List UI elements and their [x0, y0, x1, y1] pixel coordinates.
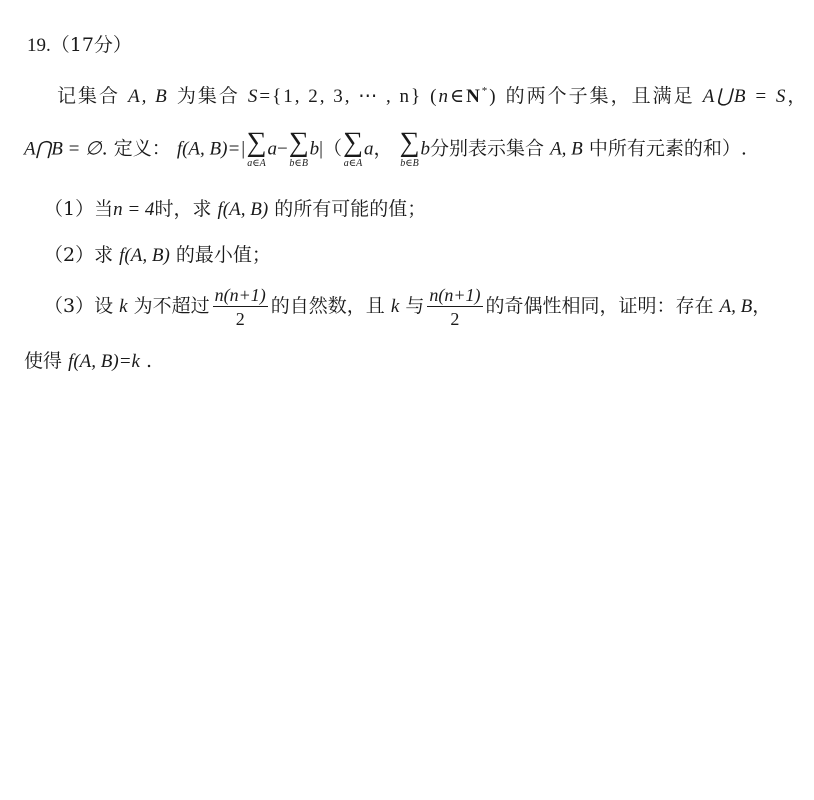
q1-text-1: 当	[94, 198, 114, 220]
q1-text-2: 时，求	[154, 198, 212, 220]
n-cond-star: *	[481, 85, 490, 97]
var-a: a	[267, 138, 277, 160]
n-cond-in: ∈	[449, 86, 467, 107]
question-3-continued	[24, 352, 152, 371]
var-b-2: b	[420, 138, 430, 160]
q1-label: （1）	[44, 198, 95, 220]
q3-k-2: k	[390, 296, 400, 317]
q2-text-2: 的最小值；	[175, 244, 271, 266]
sigma-b: ∑	[288, 127, 309, 158]
n-cond-open: (	[430, 86, 439, 107]
definition-comma: ，	[373, 137, 393, 160]
q2-f-expr: f(A, B)	[119, 245, 170, 266]
frac-1-numerator: n(n+1)	[214, 285, 266, 305]
q3-comma: ，	[752, 295, 772, 317]
definition-text-3: 中所有元素的和）.	[588, 137, 747, 160]
problem-points: （17分）	[50, 34, 132, 56]
intro-text-2: 为集合	[176, 85, 240, 107]
problem-header	[27, 36, 132, 55]
frac-1-denominator: 2	[235, 309, 245, 329]
sum-a-sub: a∈A	[247, 158, 266, 169]
q1-text-3: 的所有可能的值；	[274, 198, 427, 220]
set-s-name: S	[247, 86, 260, 107]
sum-over-a-2	[343, 127, 363, 169]
intro-comma: ，	[787, 85, 809, 107]
n-cond-N: N	[466, 86, 482, 107]
sum-b-sub-2: b∈B	[400, 158, 419, 169]
definition-sets-ab: A, B	[550, 138, 583, 160]
q3-fraction-1	[213, 286, 268, 328]
sum-over-a	[246, 127, 267, 169]
problem-number: 19.	[27, 35, 51, 56]
abs-close: |	[319, 138, 323, 160]
definition-line	[24, 127, 747, 169]
q3-text-3: 的自然数，且	[270, 295, 385, 317]
q3-period: .	[146, 350, 153, 372]
q2-label: （2）	[44, 244, 95, 266]
q3-text-4: 与	[405, 295, 425, 317]
q3-text-2: 为不超过	[133, 295, 210, 317]
q2-text-1: 求	[94, 244, 114, 266]
sigma-b-2: ∑	[399, 127, 420, 158]
frac-2-denominator: 2	[450, 309, 460, 329]
q3-k: k	[119, 296, 128, 317]
q1-condition: n = 4	[113, 199, 155, 220]
sum-b-sub: b∈B	[289, 158, 308, 169]
definition-text-2: 分别表示集合	[430, 137, 545, 160]
union-condition: A⋃B = S	[702, 86, 788, 107]
n-cond-var: n	[438, 86, 450, 107]
sum-over-b-2	[399, 127, 420, 169]
question-3	[44, 286, 771, 328]
set-s-definition: ={1, 2, 3, ⋯ , n}	[259, 86, 423, 107]
definition-f-expr: f(A, B)=|	[176, 138, 246, 160]
sigma-a-2: ∑	[343, 127, 363, 158]
q3-label: （3）	[44, 295, 95, 317]
n-condition	[430, 86, 497, 107]
n-cond-close: )	[489, 86, 498, 107]
q3-text-5: 的奇偶性相同，证明：存在	[485, 295, 714, 317]
question-1	[44, 200, 426, 219]
intro-text-3: 的两个子集，且满足	[505, 85, 695, 107]
paren-open: （	[322, 137, 342, 160]
intro-sets-ab: A, B	[128, 86, 169, 107]
q3-fraction-2	[427, 286, 482, 328]
q3-text-6: 使得	[24, 350, 63, 372]
definition-text-1: . 定义：	[101, 137, 171, 160]
sum-a-sub-2: a∈A	[343, 158, 363, 169]
q3-f-expr: f(A, B)=k	[68, 351, 140, 372]
sum-over-b	[288, 127, 309, 169]
var-a-2: a	[363, 138, 374, 160]
frac-2-numerator: n(n+1)	[429, 285, 481, 305]
intersection-condition: A⋂B = ∅	[24, 138, 102, 160]
q3-text-1: 设	[94, 295, 114, 317]
sigma-a: ∑	[246, 127, 267, 158]
intro-text-1: 记集合	[57, 85, 121, 107]
var-b: b	[309, 138, 320, 160]
q1-f-expr: f(A, B)	[217, 199, 269, 220]
q3-sets-ab: A, B	[719, 296, 753, 317]
intro-line	[57, 86, 808, 106]
minus-sign: −	[276, 138, 288, 160]
question-2	[44, 246, 271, 265]
